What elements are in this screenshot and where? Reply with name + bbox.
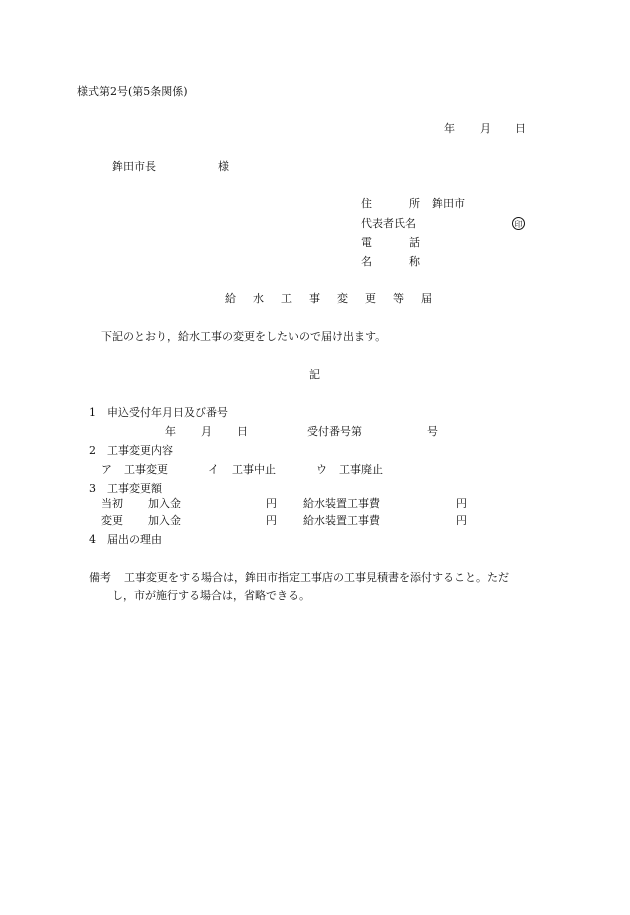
- item-3-label: 工事変更額: [107, 482, 162, 495]
- remarks-line-1: 工事変更をする場合は，鉾田市指定工事店の工事見積書を添付すること。ただ: [124, 571, 509, 584]
- row-initial-fee-yen: 円: [266, 497, 277, 510]
- option-u-mark: ウ: [316, 463, 327, 476]
- date-month: 月: [480, 122, 491, 135]
- name-label-2: 称: [409, 255, 420, 268]
- address-label-1: 住: [361, 197, 372, 210]
- date-year: 年: [444, 122, 455, 135]
- item-2-number: 2: [89, 444, 96, 457]
- name-label-1: 名: [361, 255, 372, 268]
- row-initial-equip-label: 給水装置工事費: [303, 497, 380, 510]
- seal-mark: 印: [512, 217, 525, 230]
- row-change-label: 変更: [101, 514, 123, 527]
- row-initial-fee-label: 加入金: [148, 497, 181, 510]
- item-1-month: 月: [201, 425, 212, 438]
- row-initial-equip-yen: 円: [456, 497, 467, 510]
- title-char: 変: [337, 292, 348, 305]
- row-change-fee-yen: 円: [266, 514, 277, 527]
- item-1-year: 年: [165, 425, 176, 438]
- phone-label-2: 話: [409, 236, 420, 249]
- addressee-honorific: 様: [218, 160, 229, 173]
- option-i-mark: イ: [208, 463, 219, 476]
- item-1-day: 日: [237, 425, 248, 438]
- row-initial-label: 当初: [101, 497, 123, 510]
- document-title: [225, 293, 432, 304]
- option-a-mark: ア: [101, 463, 112, 476]
- date-day: 日: [515, 122, 526, 135]
- item-3-number: 3: [89, 482, 96, 495]
- title-char: 水: [253, 292, 264, 305]
- receipt-suffix: 号: [427, 425, 438, 438]
- option-a-label: 工事変更: [124, 463, 168, 476]
- address-value: 鉾田市: [432, 197, 465, 210]
- row-change-equip-label: 給水装置工事費: [303, 514, 380, 527]
- title-char: 事: [309, 292, 320, 305]
- title-char: 届: [421, 292, 432, 305]
- title-char: 工: [281, 292, 292, 305]
- intro-text: 下記のとおり，給水工事の変更をしたいので届け出ます。: [101, 330, 387, 343]
- form-number: 様式第2号(第5条関係): [77, 85, 188, 98]
- remarks-line-2: し，市が施行する場合は，省略できる。: [112, 589, 310, 602]
- receipt-prefix: 受付番号第: [307, 425, 362, 438]
- item-4-label: 届出の理由: [107, 533, 162, 546]
- option-u-label: 工事廃止: [339, 463, 383, 476]
- item-4-number: 4: [89, 533, 96, 546]
- item-1-label: 申込受付年月日及び番号: [107, 406, 228, 419]
- title-char: 更: [365, 292, 376, 305]
- representative-label: 代表者氏名: [361, 217, 416, 230]
- option-i-label: 工事中止: [232, 463, 276, 476]
- remarks-label: 備考: [89, 571, 111, 584]
- title-char: 給: [225, 292, 236, 305]
- row-change-equip-yen: 円: [456, 514, 467, 527]
- address-label-2: 所: [409, 197, 420, 210]
- item-1-number: 1: [89, 406, 96, 419]
- addressee-name: 鉾田市長: [112, 160, 156, 173]
- item-2-label: 工事変更内容: [107, 444, 173, 457]
- row-change-fee-label: 加入金: [148, 514, 181, 527]
- ki-mark: 記: [309, 368, 320, 381]
- title-char: 等: [393, 292, 404, 305]
- phone-label-1: 電: [361, 236, 372, 249]
